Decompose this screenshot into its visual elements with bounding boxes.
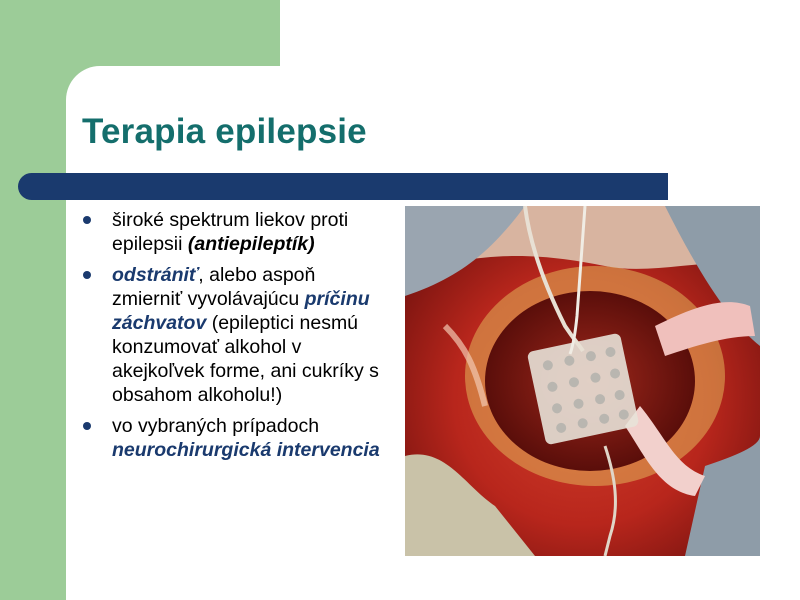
bullet-item: [80, 263, 390, 407]
bullet-emphasis: neurochirurgická intervencia: [112, 439, 380, 461]
slide-title: Terapia epilepsie: [82, 112, 367, 151]
bullet-text: , alebo aspoň zmierniť vyvolávajúcu: [112, 264, 316, 310]
bullet-dot-icon: [83, 422, 91, 430]
bullet-text: široké spektrum liekov proti epilepsii: [112, 209, 349, 255]
bullet-text: (epileptici nesmú konzumovať alkohol v akejkoľvek forme, ani cukríky s obsahom alkoholu!): [112, 312, 379, 406]
bullet-emphasis: odstrániť: [112, 264, 199, 286]
surgery-photo: [405, 206, 760, 556]
bullet-item: [80, 208, 390, 256]
title-underline-bar: [18, 173, 668, 200]
bullet-list: [80, 208, 390, 469]
bullet-dot-icon: [83, 216, 91, 224]
bullet-item: [80, 414, 390, 462]
bullet-emphasis: príčinu záchvatov: [112, 288, 370, 334]
bullet-text: vo vybraných prípadoch: [112, 415, 320, 437]
bullet-emphasis: (antiepileptík): [187, 233, 315, 255]
bullet-dot-icon: [83, 271, 91, 279]
